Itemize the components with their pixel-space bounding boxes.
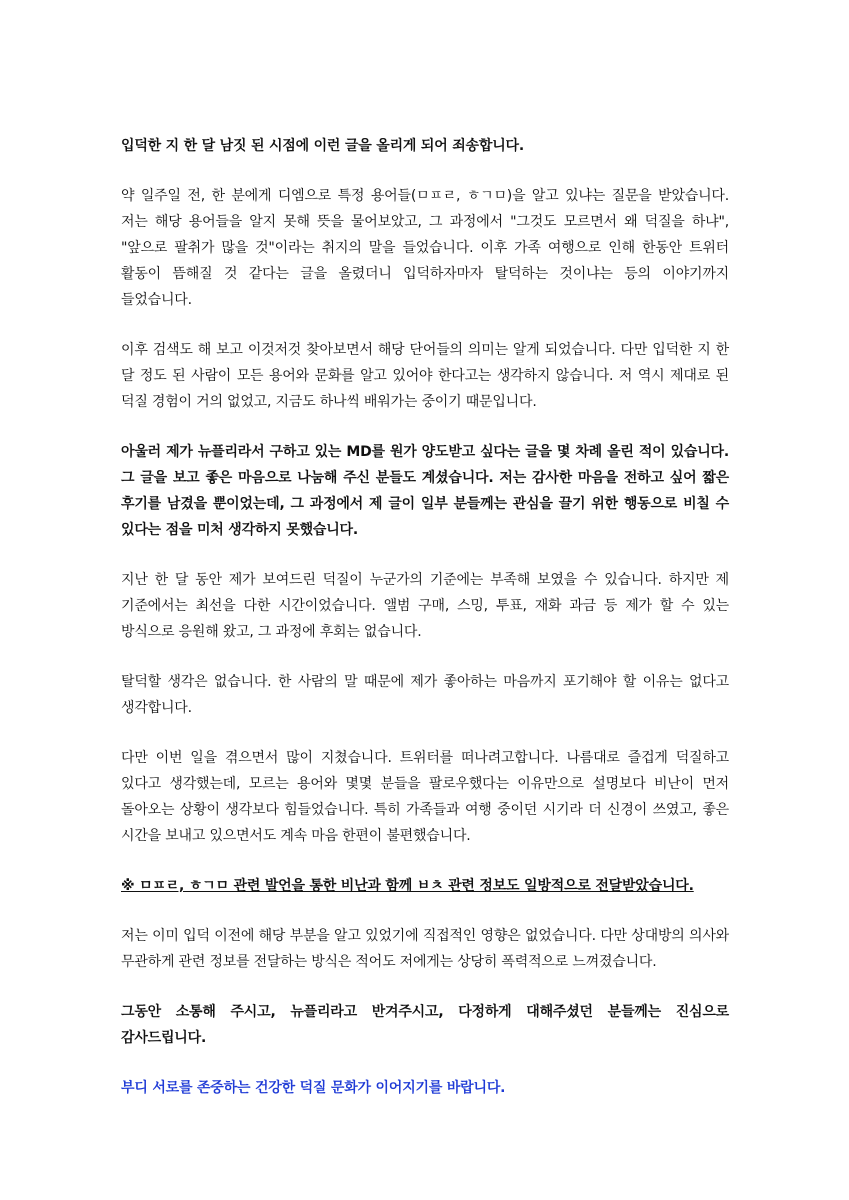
paragraph-thanks: 그동안 소통해 주시고, 뉴플리라고 반겨주시고, 다정하게 대해주셨던 분들께는 진심으로 감사드립니다. <box>121 1004 729 1046</box>
paragraph-search-terms: 이후 검색도 해 보고 이것저것 찾아보면서 해당 단어들의 의미는 알게 되었습니다. 다만 입덕한 지 한 달 정도 된 사람이 모든 용어와 문화를 알고 있어야 한다고는 생각하지 않습니다. 저 역시 제대로 된 덕질 경험이 거의 없었고, 지금도 하나씩 배워가는 중이기 때문입니다. <box>121 342 729 410</box>
paragraph-md-transfer: 아울러 제가 뉴플리라서 구하고 있는 MD를 원가 양도받고 싶다는 글을 몇 차례 올린 적이 있습니다. 그 글을 보고 좋은 마음으로 나눔해 주신 분들도 계셨습니다. 저는 감사한 마음을 전하고 싶어 짧은 후기를 남겼을 뿐이었는데, 그 과정에서 제 글이 일부 분들께는 관심을 끌기 위한 행동으로 비칠 수 있다는 점을 미처 생각하지 못했습니다. <box>121 444 729 538</box>
note-underlined: ※ ㅁㅍㄹ, ㅎㄱㅁ 관련 발언을 통한 비난과 함께 ㅂㅊ 관련 정보도 일방적으로 전달받았습니다. <box>121 878 694 894</box>
paragraph-past-month: 지난 한 달 동안 제가 보여드린 덕질이 누군가의 기준에는 부족해 보였을 수 있습니다. 하지만 제 기준에서는 최선을 다한 시간이었습니다. 앨범 구매, 스밍, 투표, 재화 과금 등 제가 할 수 있는 방식으로 응원해 왔고, 그 과정에 후회는 없습니다. <box>121 572 729 640</box>
document-title: 입덕한 지 한 달 남짓 된 시점에 이런 글을 올리게 되어 죄송합니다. <box>121 138 524 154</box>
paragraph-dm-question: 약 일주일 전, 한 분에게 디엠으로 특정 용어들(ㅁㅍㄹ, ㅎㄱㅁ)을 알고 있냐는 질문을 받았습니다. 저는 해당 용어들을 알지 못해 뜻을 물어보았고, 그 과정에서 "그것도 모르면서 왜 덕질을 하냐", "앞으로 팔취가 많을 것"이라는 취지의 말을 들었습니다. 이후 가족 여행으로 인해 한동안 트위터 활동이 뜸해질 것 같다는 글을 올렸더니 입덕하자마자 탈덕하는 것이냐는 등의 이야기까지 들었습니다. <box>121 188 729 308</box>
paragraph-closing-wish: 부디 서로를 존중하는 건강한 덕질 문화가 이어지기를 바랍니다. <box>121 1080 506 1096</box>
paragraph-no-quitting: 탈덕할 생각은 없습니다. 한 사람의 말 때문에 제가 좋아하는 마음까지 포기해야 할 이유는 없다고 생각합니다. <box>121 674 729 716</box>
paragraph-info-forwarding: 저는 이미 입덕 이전에 해당 부분을 알고 있었기에 직접적인 영향은 없었습니다. 다만 상대방의 의사와 무관하게 관련 정보를 전달하는 방식은 적어도 저에게는 상당히 폭력적으로 느껴졌습니다. <box>121 928 729 970</box>
document-body <box>121 133 729 1125</box>
paragraph-tired: 다만 이번 일을 겪으면서 많이 지쳤습니다. 트위터를 떠나려고합니다. 나름대로 즐겁게 덕질하고 있다고 생각했는데, 모르는 용어와 몇몇 분들을 팔로우했다는 이유만으로 설명보다 비난이 먼저 돌아오는 상황이 생각보다 힘들었습니다. 특히 가족들과 여행 중이던 시기라 더 신경이 쓰였고, 좋은 시간을 보내고 있으면서도 계속 마음 한편이 불편했습니다. <box>121 750 729 844</box>
